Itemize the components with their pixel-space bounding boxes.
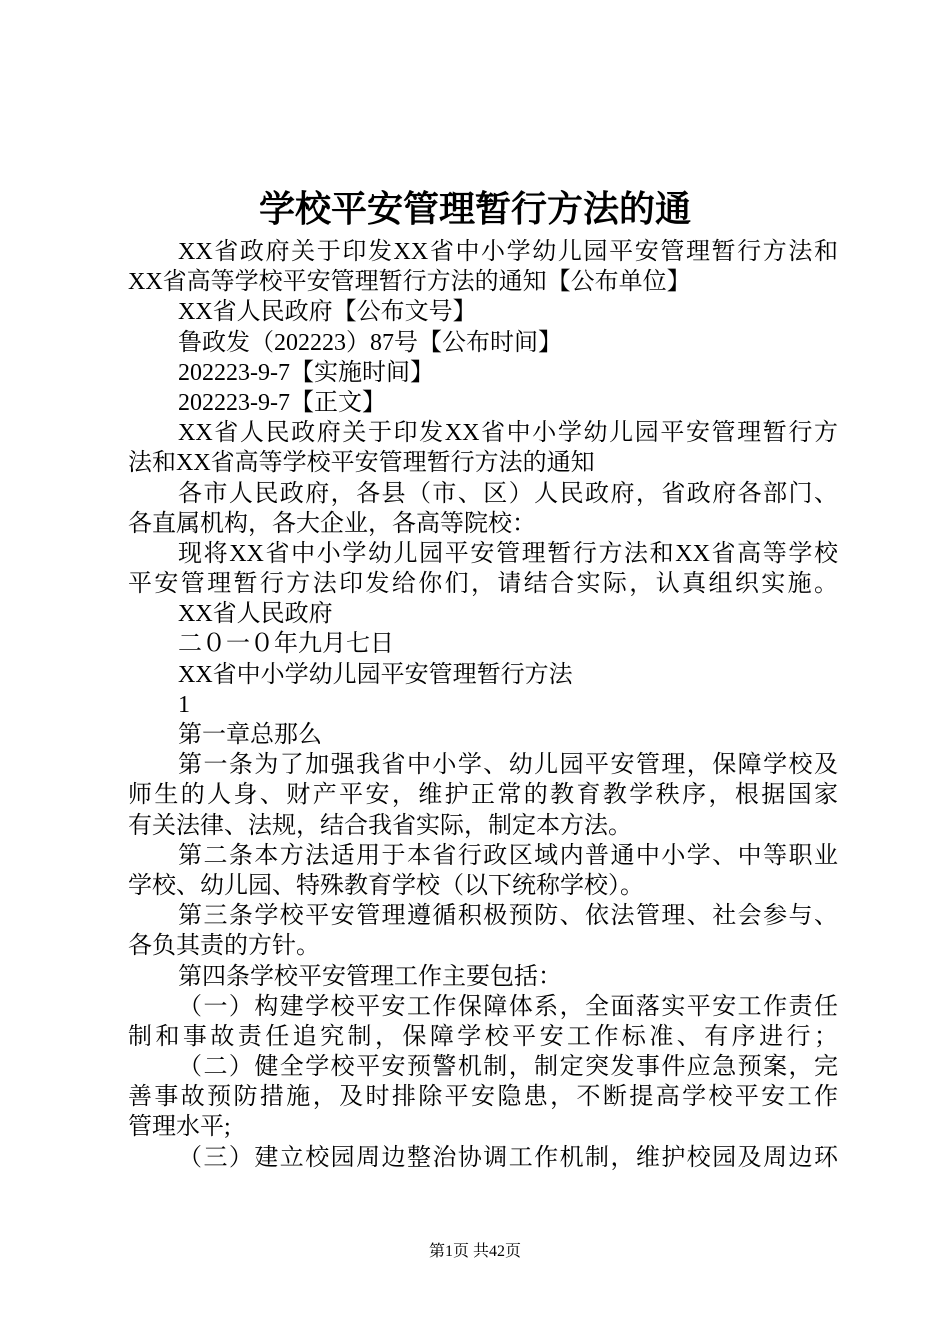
text-line: 师生的人身、财产平安，维护正常的教育教学秩序，根据国家 [128, 782, 838, 809]
document-title: 学校平安管理暂行方法的通 [258, 189, 691, 230]
text-line: 第一条为了加强我省中小学、幼儿园平安管理，保障学校及 [178, 752, 838, 779]
text-line: 鲁政发（202223）87号【公布时间】 [178, 329, 562, 356]
text-line: 第四条学校平安管理工作主要包括： [178, 963, 562, 990]
text-line: 各市人民政府，各县（市、区）人民政府，省政府各部门、 [178, 480, 838, 507]
text-line: 202223-9-7【正文】 [178, 389, 386, 416]
text-line: （二）健全学校平安预警机制，制定突发事件应急预案，完 [178, 1054, 838, 1081]
text-line: XX省高等学校平安管理暂行方法的通知【公布单位】 [128, 269, 691, 296]
text-line: 各负其责的方针。 [128, 933, 320, 960]
text-line: 现将XX省中小学幼儿园平安管理暂行方法和XX省高等学校 [178, 540, 838, 567]
text-line: 法和XX省高等学校平安管理暂行方法的通知 [128, 450, 595, 477]
text-line: 管理水平; [128, 1114, 231, 1141]
text-line: 制和事故责任追究制，保障学校平安工作标准、有序进行； [128, 1023, 838, 1050]
text-line: XX省中小学幼儿园平安管理暂行方法 [178, 661, 573, 688]
text-line: 各直属机构，各大企业，各高等院校： [128, 510, 536, 537]
text-line: 有关法律、法规，结合我省实际，制定本方法。 [128, 812, 632, 839]
text-line: 202223-9-7【实施时间】 [178, 359, 434, 386]
text-line: 善事故预防措施，及时排除平安隐患，不断提高学校平安工作 [128, 1084, 838, 1111]
text-line: XX省人民政府【公布文号】 [178, 299, 477, 326]
text-line: 第三条学校平安管理遵循积极预防、依法管理、社会参与、 [178, 903, 838, 930]
text-line: 第二条本方法适用于本省行政区域内普通中小学、中等职业 [178, 842, 838, 869]
text-line: 学校、幼儿园、特殊教育学校（以下统称学校）。 [128, 872, 644, 899]
page-footer: 第1页 共42页 [428, 1243, 521, 1260]
text-line: 第一章总那么 [178, 722, 322, 748]
text-line: XX省人民政府关于印发XX省中小学幼儿园平安管理暂行方 [178, 420, 838, 447]
text-line: （一）构建学校平安工作保障体系，全面落实平安工作责任 [178, 993, 838, 1020]
text-line: 二０一０年九月七日 [178, 631, 394, 658]
text-line: （三）建立校园周边整治协调工作机制，维护校园及周边环 [178, 1144, 838, 1171]
text-line: XX省人民政府 [178, 601, 333, 628]
text-line: XX省政府关于印发XX省中小学幼儿园平安管理暂行方法和 [178, 239, 838, 265]
document-body [128, 237, 838, 1173]
text-line: 平安管理暂行方法印发给你们，请结合实际，认真组织实施。 [128, 571, 838, 598]
text-line: 1 [178, 691, 190, 718]
